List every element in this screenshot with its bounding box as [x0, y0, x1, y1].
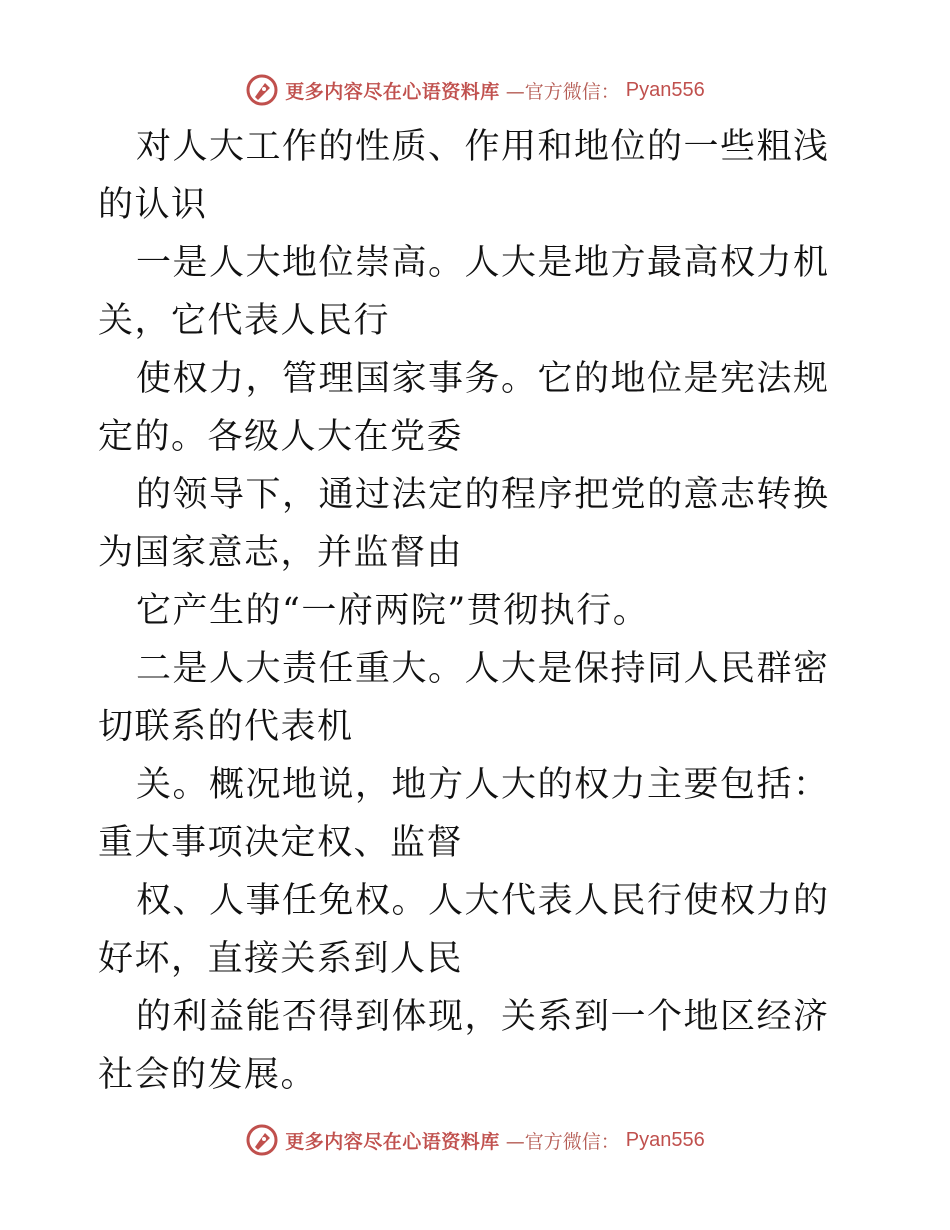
paragraph: 二是人大责任重大。人大是保持同人民群密切联系的代表机 [98, 649, 830, 747]
header-banner [0, 70, 950, 110]
paragraph: 的利益能否得到体现，关系到一个地区经济社会的发展。 [98, 997, 830, 1095]
pen-nib-logo-icon [245, 73, 279, 107]
paragraph: 权、人事任免权。人大代表人民行使权力的好坏，直接关系到人民 [98, 881, 830, 979]
paragraph-title: 对人大工作的性质、作用和地位的一些粗浅的认识 [98, 127, 830, 225]
banner-wechat-id: Pyan556 [625, 1128, 705, 1151]
paragraph: 的领导下，通过法定的程序把党的意志转换为国家意志，并监督由 [98, 475, 830, 573]
banner-wechat-label: —官方微信： [505, 1130, 620, 1153]
document-body [98, 118, 854, 1104]
paragraph: 它产生的“一府两院”贯彻执行。 [136, 591, 650, 631]
banner-wechat-label: —官方微信： [505, 80, 620, 103]
paragraph: 一是人大地位崇高。人大是地方最高权力机关，它代表人民行 [98, 243, 830, 341]
banner-wechat-id: Pyan556 [625, 78, 705, 101]
banner-main-text: 更多内容尽在心语资料库 [285, 80, 500, 103]
pen-nib-logo-icon [245, 1123, 279, 1157]
paragraph: 关。概况地说，地方人大的权力主要包括：重大事项决定权、监督 [98, 765, 830, 863]
banner-main-text: 更多内容尽在心语资料库 [285, 1130, 500, 1153]
footer-banner [0, 1120, 950, 1160]
paragraph: 使权力，管理国家事务。它的地位是宪法规定的。各级人大在党委 [98, 359, 830, 457]
